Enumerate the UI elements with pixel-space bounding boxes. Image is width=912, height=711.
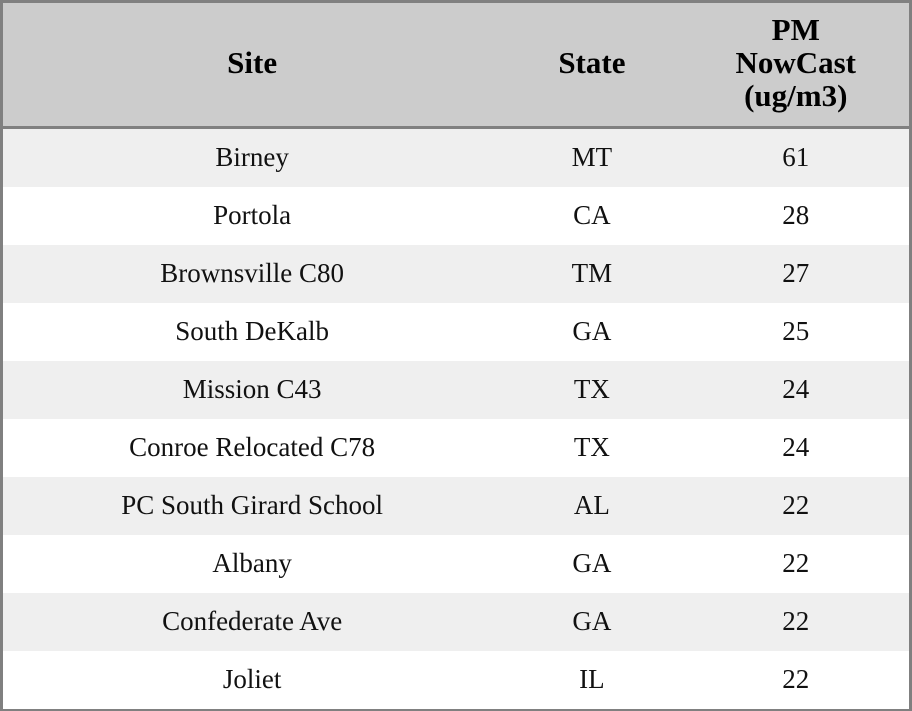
table-row [3, 187, 909, 245]
table-row [3, 535, 909, 593]
column-header-pm-nowcast-line-2: NowCast [735, 44, 857, 80]
cell-pm-nowcast: 22 [782, 548, 810, 578]
cell-pm-nowcast: 24 [782, 374, 810, 404]
cell-state: MT [571, 142, 613, 172]
cell-state: GA [572, 606, 612, 636]
cell-site: South DeKalb [175, 316, 330, 346]
header-row [3, 3, 909, 127]
cell-pm-nowcast: 22 [782, 606, 810, 636]
cell-site: Birney [215, 142, 289, 172]
column-header-pm-nowcast-line-1: PM [771, 11, 820, 47]
cell-pm-nowcast: 24 [782, 432, 810, 462]
table-row [3, 361, 909, 419]
table-header [3, 3, 909, 127]
column-header-state [501, 3, 682, 127]
cell-site: Mission C43 [182, 374, 322, 404]
table-row [3, 127, 909, 187]
cell-site: Joliet [222, 664, 282, 694]
table-row [3, 419, 909, 477]
cell-pm-nowcast: 22 [782, 490, 810, 520]
cell-pm-nowcast: 27 [782, 258, 810, 288]
column-header-state-line-1: State [558, 44, 626, 80]
table-row [3, 477, 909, 535]
table-row [3, 303, 909, 361]
cell-state: IL [579, 664, 605, 694]
cell-site: Portola [213, 200, 292, 230]
cell-site: Brownsville C80 [160, 258, 345, 288]
cell-state: TX [573, 432, 610, 462]
cell-site: Confederate Ave [162, 606, 343, 636]
cell-state: CA [573, 200, 611, 230]
air-quality-table [3, 3, 909, 709]
table-row [3, 651, 909, 709]
cell-site: PC South Girard School [121, 490, 384, 520]
cell-site: Albany [212, 548, 292, 578]
table-row [3, 593, 909, 651]
column-header-site [3, 3, 501, 127]
cell-site: Conroe Relocated C78 [129, 432, 376, 462]
column-header-pm-nowcast [682, 3, 909, 127]
table-body [3, 127, 909, 709]
cell-pm-nowcast: 28 [782, 200, 810, 230]
cell-state: AL [573, 490, 610, 520]
column-header-pm-nowcast-line-3: (ug/m3) [744, 77, 848, 113]
cell-state: GA [572, 316, 612, 346]
column-header-site-line-1: Site [227, 44, 278, 80]
cell-state: TM [571, 258, 613, 288]
cell-pm-nowcast: 25 [782, 316, 810, 346]
cell-pm-nowcast: 22 [782, 664, 810, 694]
table-row [3, 245, 909, 303]
cell-pm-nowcast: 61 [782, 142, 810, 172]
cell-state: TX [573, 374, 610, 404]
cell-state: GA [572, 548, 612, 578]
